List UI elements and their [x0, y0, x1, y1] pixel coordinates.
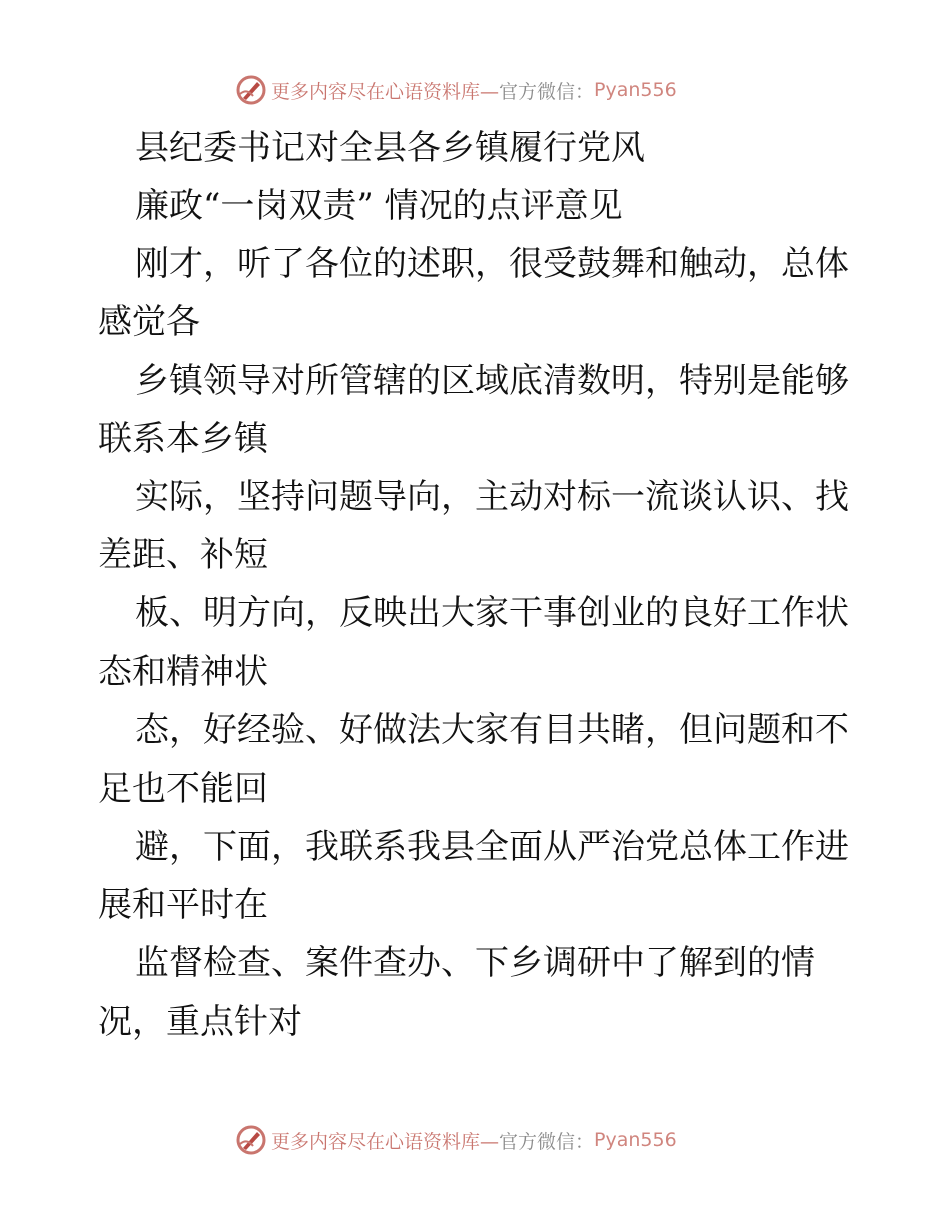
watermark-wechat-label: 官方微信： [499, 80, 595, 103]
text-line: 况，重点针对 [98, 1002, 302, 1042]
text-line: 联系本乡镇 [98, 419, 268, 459]
watermark-wechat-label: 官方微信： [499, 1130, 595, 1153]
pen-logo-icon [235, 1124, 267, 1156]
watermark-site-text: 更多内容尽在心语资料库— [271, 80, 500, 103]
watermark-site-text: 更多内容尽在心语资料库— [271, 1130, 500, 1153]
text-line: 态，好经验、好做法大家有目共睹，但问题和不 [135, 710, 849, 750]
text-line: 足也不能回 [98, 769, 268, 809]
title-line-1: 县纪委书记对全县各乡镇履行党风 [135, 128, 645, 168]
watermark-wechat-id: Pyan556 [594, 79, 677, 101]
text-line: 避，下面，我联系我县全面从严治党总体工作进 [135, 827, 849, 867]
text-line: 态和精神状 [98, 652, 268, 692]
text-line: 监督检查、案件查办、下乡调研中了解到的情 [135, 943, 815, 983]
text-line: 展和平时在 [98, 885, 268, 925]
watermark-wechat-id: Pyan556 [594, 1129, 677, 1151]
pen-logo-icon [235, 74, 267, 106]
footer-watermark [235, 1122, 677, 1158]
title-line-2: 廉政“一岗双责” 情况的点评意见 [135, 186, 623, 226]
text-line: 感觉各 [98, 302, 200, 342]
text-line: 板、明方向，反映出大家干事创业的良好工作状 [135, 593, 849, 633]
text-line: 差距、补短 [98, 535, 268, 575]
text-line: 刚才，听了各位的述职，很受鼓舞和触动，总体 [135, 244, 849, 284]
header-watermark [235, 72, 677, 108]
text-line: 乡镇领导对所管辖的区域底清数明，特别是能够 [135, 361, 849, 401]
text-line: 实际，坚持问题导向，主动对标一流谈认识、找 [135, 477, 849, 517]
